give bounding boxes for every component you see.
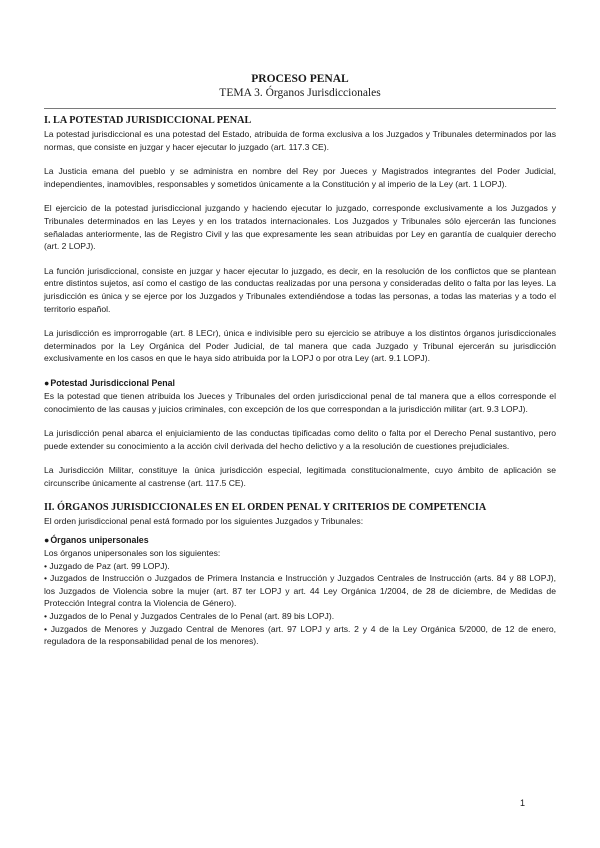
page-number: 1	[520, 798, 526, 808]
paragraph: La función jurisdiccional, consiste en juzgar y hacer ejecutar lo juzgado, es decir, en la resolución de los conflictos que se plantean entre distintos sujetos, así como el castigo de las conductas realizadas por una persona y consideradas delito o falta por las leyes. La jurisdicción es única y se ejerce por los Juzgados y Tribunales extendiéndose a todas las personas, a todas las materias y a todo el territorio español.	[44, 265, 556, 314]
paragraph: La Justicia emana del pueblo y se administra en nombre del Rey por Jueces y Magistrados integrantes del Poder Judicial, independientes, inamovibles, responsables y sometidos únicamente a la Constitución y al imperio de la Ley (art. 1 LOPJ).	[44, 166, 556, 189]
paragraph: El orden jurisdiccional penal está formado por los siguientes Juzgados y Tribunales:	[44, 516, 364, 527]
list-item: • Juzgados de Instrucción o Juzgados de Primera Instancia e Instrucción y Juzgados Centrales de Instrucción (arts. 84 y 88 LOPJ), los Juzgados de Violencia sobre la mujer (art. 87 ter LOPJ y art. 44 Ley Orgánica 1/2004, de 28 de diciembre, de Medidas de Protección Integral contra la Violencia de Género).	[44, 573, 556, 609]
bullet-icon: ●	[44, 535, 50, 546]
document-body	[44, 114, 556, 648]
subsection-heading-text: Órganos unipersonales	[50, 535, 149, 546]
list-item: • Juzgados de lo Penal y Juzgados Centrales de lo Penal (art. 89 bis LOPJ).	[44, 611, 335, 622]
document-title: PROCESO PENAL	[251, 73, 349, 85]
document-header	[0, 72, 600, 100]
paragraph: La jurisdicción es improrrogable (art. 8 LECr), única e indivisible pero su ejercicio se atribuye a los distintos órganos jurisdiccionales determinados por la Ley Orgánica del Poder Judicial, de tal manera que cada Juzgado y Tribunal ejercerán su jurisdicción exclusivamente en los casos en que le haya sido atribuida por la LOPJ o por otra Ley (art. 9.1 LOPJ).	[44, 328, 556, 364]
organos-list	[44, 560, 556, 648]
section-2-heading: II. ÓRGANOS JURISDICCIONALES EN EL ORDEN PENAL Y CRITERIOS DE COMPETENCIA	[44, 502, 487, 514]
paragraph: Es la potestad que tienen atribuida los Jueces y Tribunales del orden jurisdiccional penal de tal manera que a ellos corresponde el conocimiento de las causas y juicios criminales, con excepción de los que correspondan a la jurisdicción militar (art. 9.3 LOPJ).	[44, 390, 556, 414]
header-divider	[44, 108, 556, 109]
paragraph: La jurisdicción penal abarca el enjuiciamiento de las conductas tipificadas como delito o falta por el Derecho Penal sustantivo, pero puede extender su conocimiento a la acción civil derivada del hecho delictivo y a la resolución de cuestiones prejudiciales.	[44, 428, 556, 451]
paragraph: El ejercicio de la potestad jurisdiccional juzgando y haciendo ejecutar lo juzgado, corresponde exclusivamente a los Juzgados y Tribunales determinados en las Leyes y en los tratados internacionales. Los Juzgados y Tribunales sólo ejercerán las funciones señaladas anteriormente, las de Registro Civil y las que expresamente les sean atribuidas por Ley en garantía de cualquier derecho (art. 2 LOPJ).	[44, 203, 556, 252]
list-item: • Juzgado de Paz (art. 99 LOPJ).	[44, 560, 170, 571]
subsection-heading-unipersonales	[44, 534, 556, 547]
paragraph: La Jurisdicción Militar, constituye la única jurisdicción especial, legitimada constitucionalmente, cuyo ámbito de aplicación se circunscribe únicamente al castrense (art. 117.5 CE).	[44, 465, 556, 488]
subsection-heading-potestad	[44, 377, 556, 390]
document-subtitle: TEMA 3. Órganos Jurisdiccionales	[219, 87, 381, 99]
paragraph: La potestad jurisdiccional es una potestad del Estado, atribuida de forma exclusiva a los Juzgados y Tribunales determinados por las normas, que consiste en juzgar y hacer ejecutar lo juzgado (art. 117.3 CE).	[44, 129, 556, 152]
list-item: • Juzgados de Menores y Juzgado Central de Menores (art. 97 LOPJ y arts. 2 y 4 de la Ley Orgánica 5/2000, de 12 de enero, reguladora de la responsabilidad penal de los menores).	[44, 623, 556, 647]
section-1-heading: I. LA POTESTAD JURISDICCIONAL PENAL	[44, 115, 252, 126]
list-intro: Los órganos unipersonales son los siguientes:	[44, 548, 221, 559]
bullet-icon: ●	[44, 377, 50, 388]
subsection-heading-text: Potestad Jurisdiccional Penal	[50, 377, 175, 388]
